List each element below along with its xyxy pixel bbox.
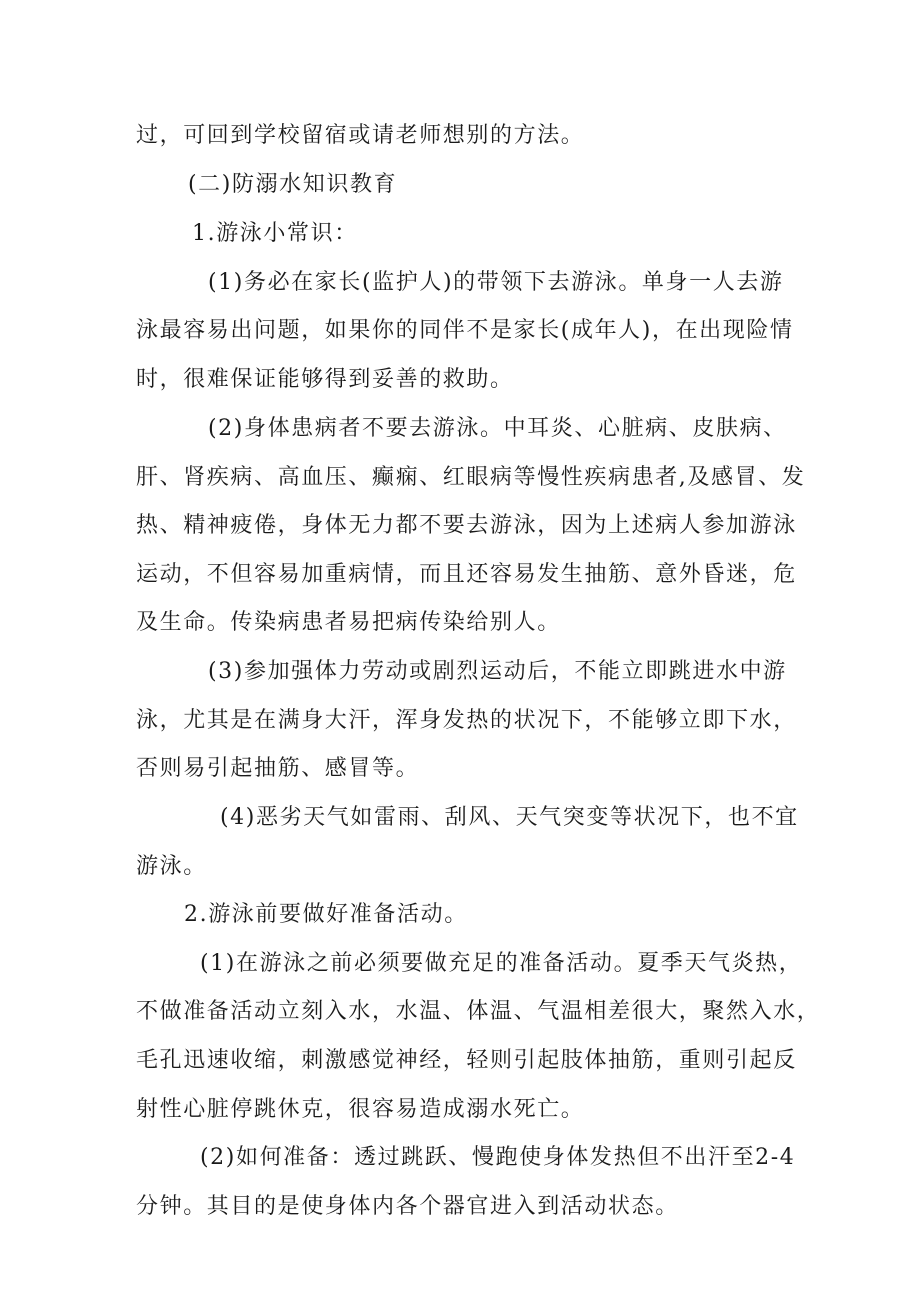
text-line: 泳最容易出问题，如果你的同伴不是家长(成年人)，在出现险情 [136,318,794,343]
text-line: (2)身体患病者不要去游泳。中耳炎、心脏病、皮肤病、 [208,416,787,441]
text-line: 射性心脏停跳休克，很容易造成溺水死亡。 [136,1097,585,1122]
text-line: 热、精神疲倦，身体无力都不要去游泳，因为上述病人参加游泳 [136,513,797,538]
text-line: 毛孔迅速收缩，刺激感觉神经，轻则引起肢体抽筋，重则引起反 [136,1048,797,1073]
text-line: (4)恶劣天气如雷雨、刮风、天气突变等状况下，也不宜 [220,805,799,830]
text-line: (3)参加强体力劳动或剧烈运动后，不能立即跳进水中游 [208,659,787,684]
text-line: 肝、肾疾病、高血压、癫痫、红眼病等慢性疾病患者,及感冒、发 [136,465,806,490]
text-line: 不做准备活动立刻入水，水温、体温、气温相差很大，聚然入水， [136,999,821,1024]
text-line: 时，很难保证能够得到妥善的救助。 [136,367,514,392]
text-line: 分钟。其目的是使身体内各个器官进入到活动状态。 [136,1194,679,1219]
section-heading: (二)防溺水知识教育 [188,172,398,197]
text-line: 否则易引起抽筋、感冒等。 [136,756,420,781]
subsection-heading: 1.游泳小常识： [192,221,358,246]
text-line: 及生命。传染病患者易把病传染给别人。 [136,610,561,635]
text-line: 运动，不但容易加重病情，而且还容易发生抽筋、意外昏迷，危 [136,562,797,587]
text-line: 过，可回到学校留宿或请老师想别的方法。 [136,123,585,148]
text-line: (2)如何准备：透过跳跃、慢跑使身体发热但不出汗至2-4 [200,1145,796,1170]
text-line: 游泳。 [136,854,207,879]
text-line: (1)务必在家长(监护人)的带领下去游泳。单身一人去游 [208,270,784,295]
text-line: (1)在游泳之前必须要做充足的准备活动。夏季天气炎热， [200,951,803,976]
subsection-heading: 2.游泳前要做好准备活动。 [184,902,468,927]
text-line: 泳，尤其是在满身大汗，浑身发热的状况下，不能够立即下水， [136,708,797,733]
